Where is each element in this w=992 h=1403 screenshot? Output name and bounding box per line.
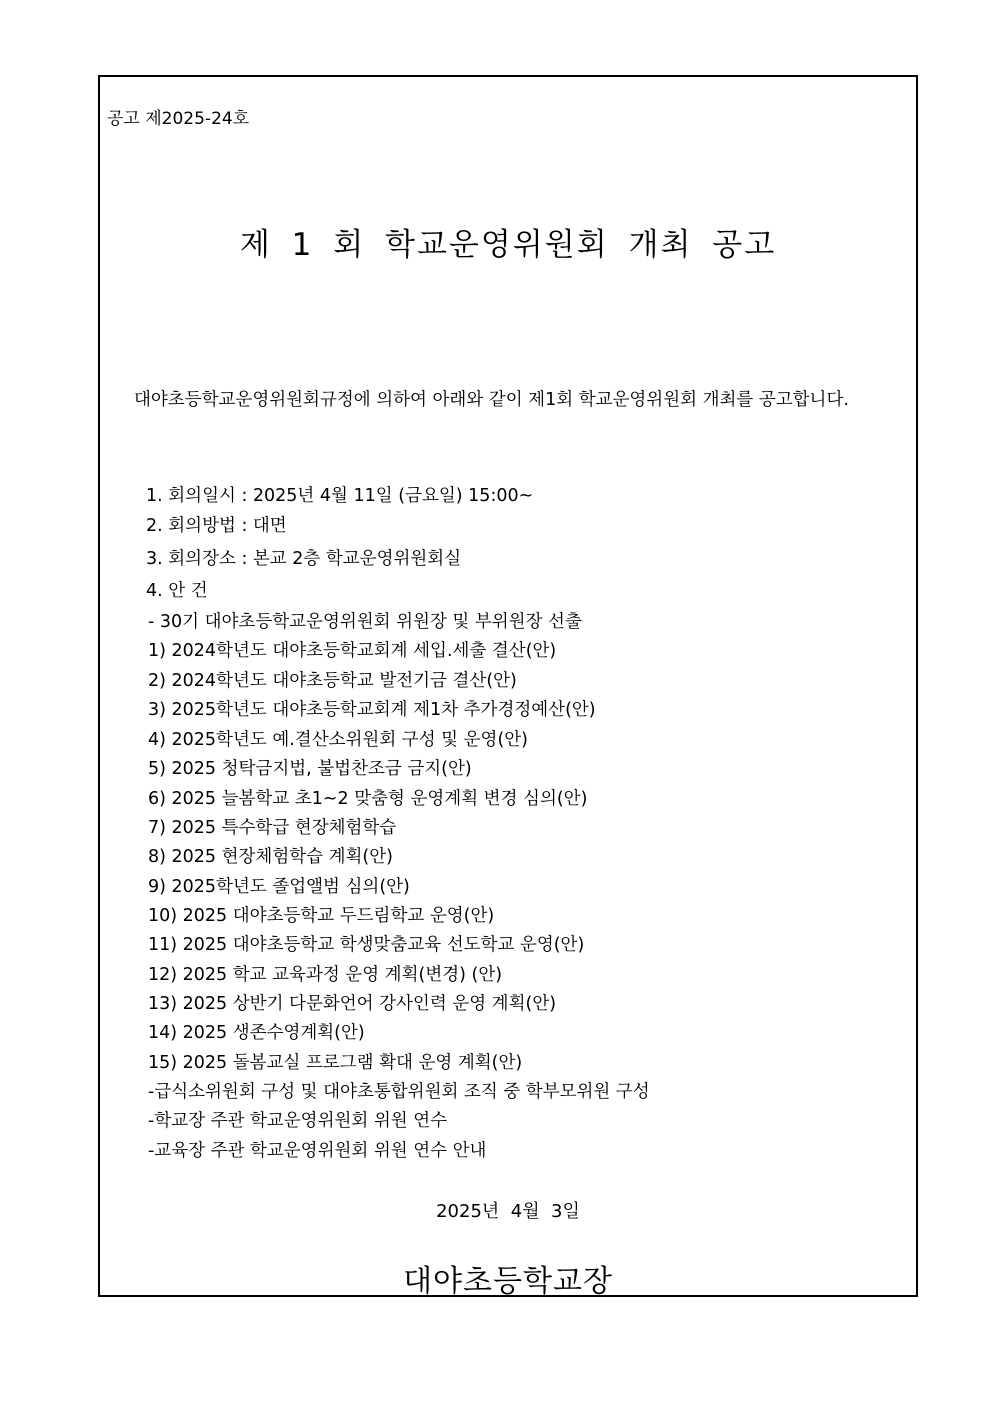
agenda-item: 12) 2025 학교 교육과정 운영 계획(변경) (안) — [148, 965, 503, 985]
meeting-location: 3. 회의장소 : 본교 2층 학교운영위원회실 — [146, 549, 462, 569]
agenda-item: 10) 2025 대야초등학교 두드림학교 운영(안) — [148, 906, 495, 926]
agenda-item: -급식소위원회 구성 및 대야초통합위원회 조직 중 학부모위원 구성 — [148, 1082, 650, 1102]
agenda-item: 7) 2025 특수학급 현장체험학습 — [148, 818, 397, 838]
agenda-item: 15) 2025 돌봄교실 프로그램 확대 운영 계획(안) — [148, 1053, 523, 1073]
agenda-item: 6) 2025 늘봄학교 초1~2 맞춤형 운영계획 변경 심의(안) — [148, 789, 588, 809]
agenda-item: 5) 2025 청탁금지법, 불법찬조금 금지(안) — [148, 759, 472, 779]
meeting-method: 2. 회의방법 : 대면 — [146, 516, 287, 536]
notice-date: 2025년 4월 3일 — [436, 1201, 580, 1222]
agenda-item: 9) 2025학년도 졸업앨범 심의(안) — [148, 877, 410, 897]
agenda-item: 8) 2025 현장체험학습 계획(안) — [148, 847, 393, 867]
agenda-item: - 30기 대야초등학교운영위원회 위원장 및 부위원장 선출 — [148, 612, 582, 632]
agenda-item: -교육장 주관 학교운영위원회 위원 연수 안내 — [148, 1141, 487, 1161]
agenda-item: 11) 2025 대야초등학교 학생맞춤교육 선도학교 운영(안) — [148, 935, 585, 955]
agenda-item: 13) 2025 상반기 다문화언어 강사인력 운영 계획(안) — [148, 994, 557, 1014]
agenda-item: 4) 2025학년도 예.결산소위원회 구성 및 운영(안) — [148, 730, 529, 750]
agenda-item: 1) 2024학년도 대야초등학교회계 세입.세출 결산(안) — [148, 641, 557, 661]
agenda-item: 2) 2024학년도 대야초등학교 발전기금 결산(안) — [148, 671, 517, 691]
meeting-datetime: 1. 회의일시 : 2025년 4월 11일 (금요일) 15:00~ — [146, 486, 534, 506]
notice-number: 공고 제2025-24호 — [107, 109, 250, 129]
intro-paragraph: 대야초등학교운영위원회규정에 의하여 아래와 같이 제1회 학교운영위원회 개최를 공고합니다. — [134, 390, 849, 410]
page-title: 제 1 회 학교운영위원회 개최 공고 — [239, 227, 777, 263]
agenda-item: 3) 2025학년도 대야초등학교회계 제1차 추가경정예산(안) — [148, 700, 596, 720]
agenda-heading: 4. 안 건 — [146, 581, 208, 601]
agenda-item: 14) 2025 생존수영계획(안) — [148, 1023, 365, 1043]
agenda-item: -학교장 주관 학교운영위원회 위원 연수 — [148, 1111, 448, 1131]
issuer-signature: 대야초등학교장 — [403, 1264, 613, 1299]
